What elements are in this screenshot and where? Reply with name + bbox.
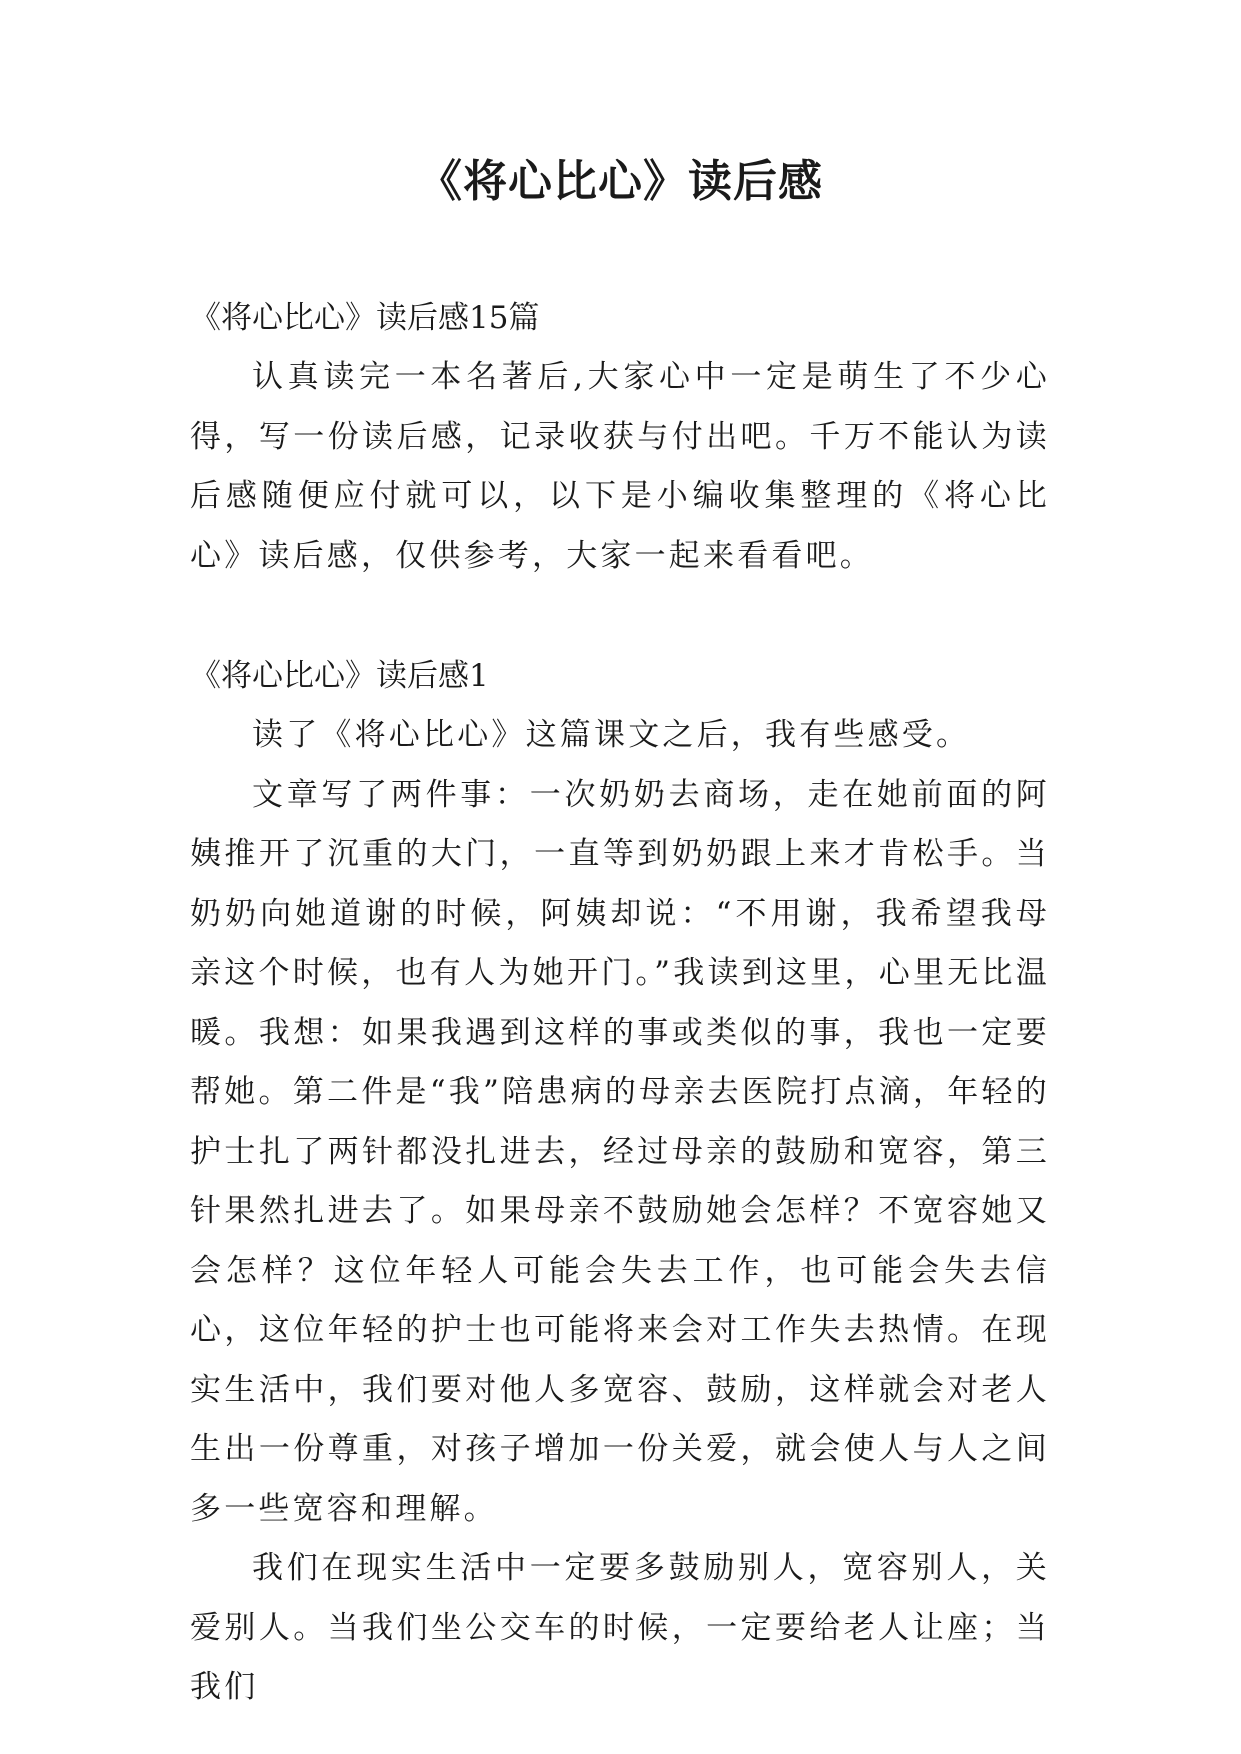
- body-paragraph: 读了《将心比心》这篇课文之后，我有些感受。: [252, 717, 971, 753]
- section-spacer: [190, 586, 1050, 646]
- intro-paragraph: 认真读完一本名著后,大家心中一定是萌生了不少心得，写一份读后感，记录收获与付出吧。千万不能认为读后感随便应付就可以，以下是小编收集整理的《将心比心》读后感，仅供参考，大家一起来看看吧。: [190, 359, 1050, 574]
- document-body: [190, 288, 1050, 1718]
- section-heading: 《将心比心》读后感1: [190, 658, 489, 694]
- intro-heading: 《将心比心》读后感15篇: [190, 300, 540, 336]
- body-paragraph: 我们在现实生活中一定要多鼓励别人，宽容别人，关爱别人。当我们坐公交车的时候，一定要给老人让座；当我们: [190, 1550, 1050, 1705]
- body-paragraph: 文章写了两件事：一次奶奶去商场，走在她前面的阿姨推开了沉重的大门，一直等到奶奶跟上来才肯松手。当奶奶向她道谢的时候，阿姨却说：“不用谢，我希望我母亲这个时候，也有人为她开门。”我读到这里，心里无比温暖。我想：如果我遇到这样的事或类似的事，我也一定要帮她。第二件是“我”陪患病的母亲去医院打点滴，年轻的护士扎了两针都没扎进去，经过母亲的鼓励和宽容，第三针果然扎进去了。如果母亲不鼓励她会怎样？不宽容她又会怎样？这位年轻人可能会失去工作，也可能会失去信心，这位年轻的护士也可能将来会对工作失去热情。在现实生活中，我们要对他人多宽容、鼓励，这样就会对老人生出一份尊重，对孩子增加一份关爱，就会使人与人之间多一些宽容和理解。: [190, 776, 1050, 1527]
- document-title: 《将心比心》读后感: [418, 156, 823, 207]
